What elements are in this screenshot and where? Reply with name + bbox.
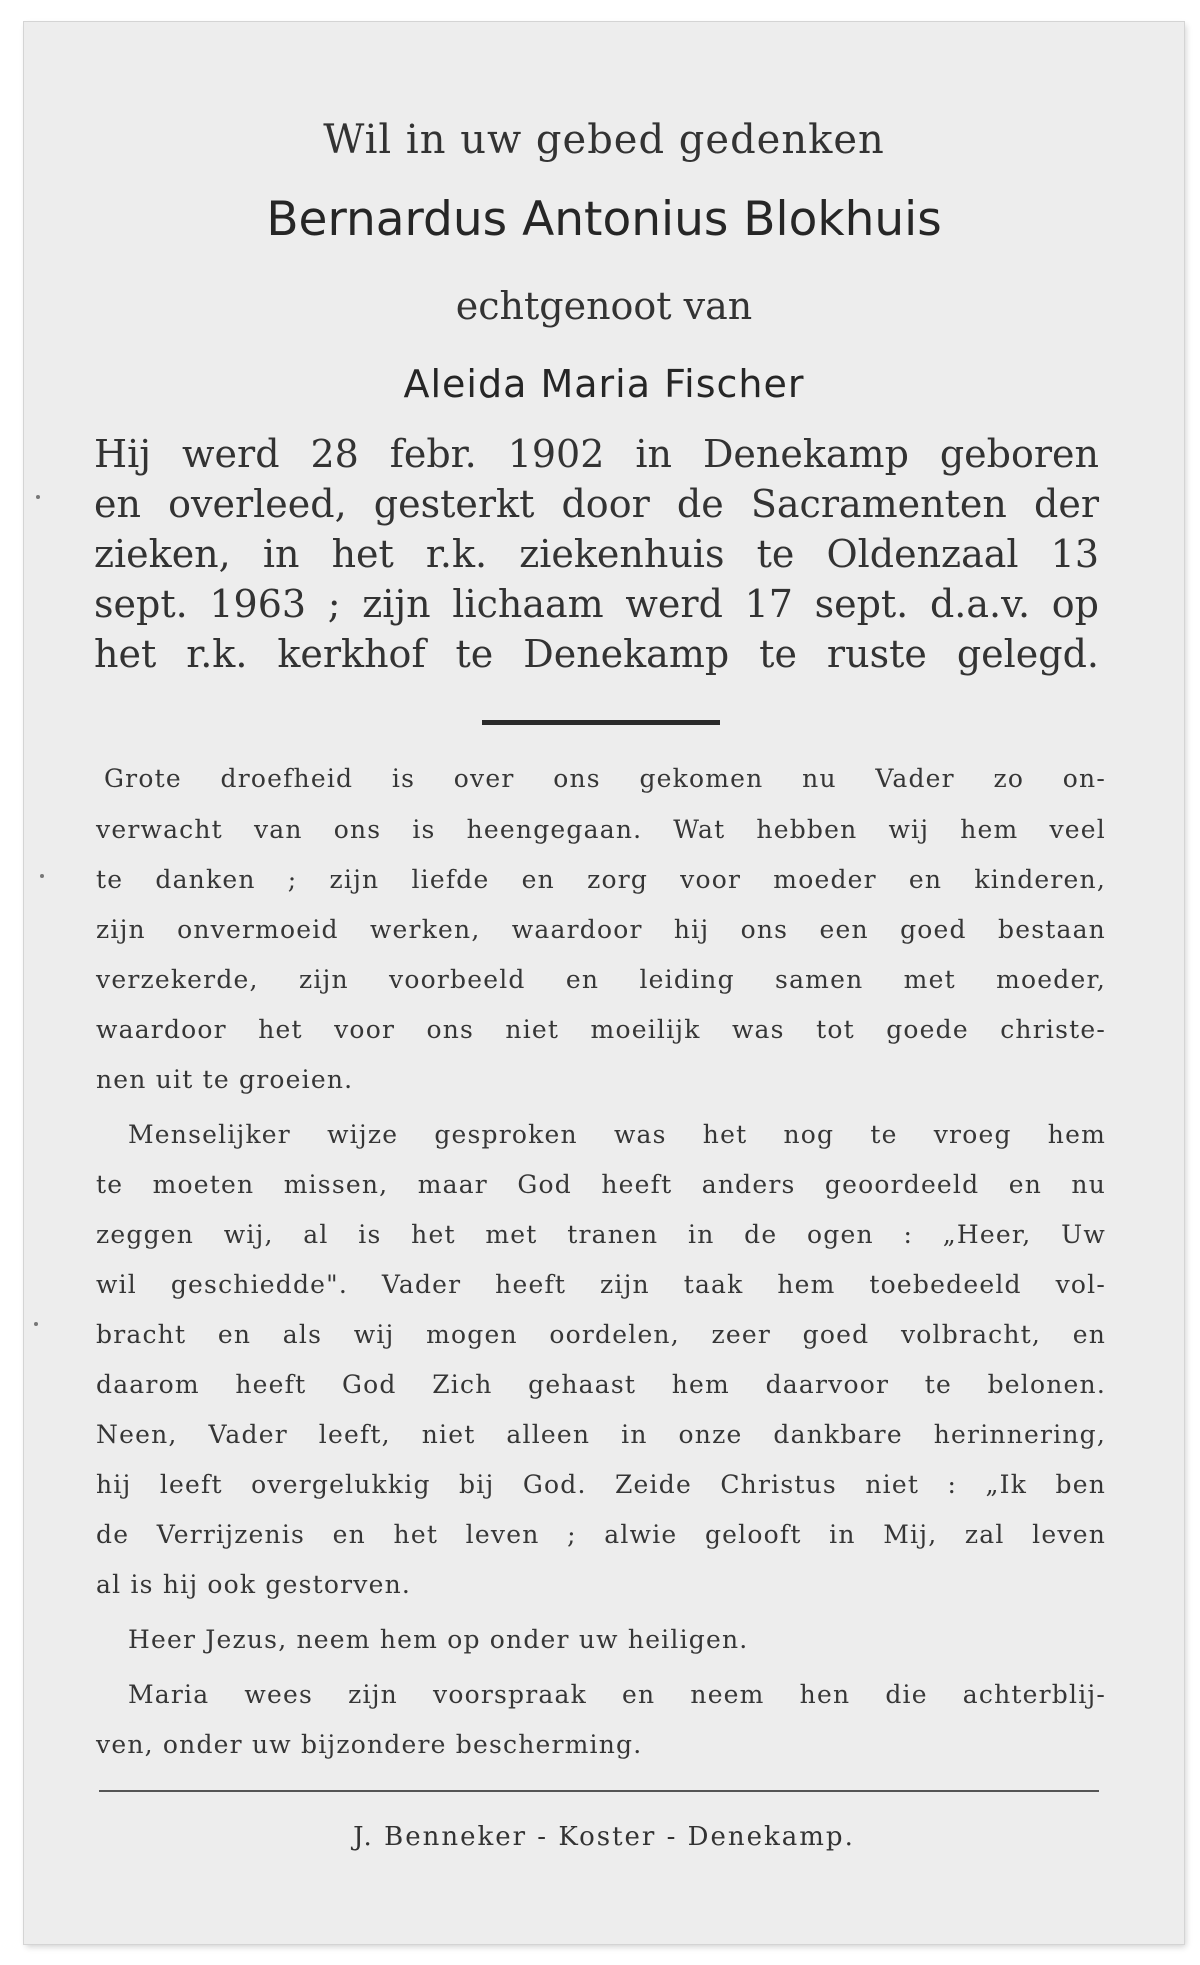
paper-speck <box>40 874 44 878</box>
text-line: te danken ; zijn liefde en zorg voor moeder en kinderen, <box>96 865 1106 894</box>
text-line: Maria wees zijn voorspraak en neem hen die achterblij- <box>128 1680 1106 1709</box>
text-line: waardoor het voor ons niet moeilijk was tot goede christe- <box>96 1015 1106 1044</box>
divider-short <box>482 720 720 725</box>
text-line: Grote droefheid is over ons gekomen nu Vader zo on- <box>104 764 1106 793</box>
bio-line: sept. 1963 ; zijn lichaam werd 17 sept. d.a.v. op <box>94 582 1099 626</box>
divider-long <box>99 1790 1099 1792</box>
text-line: ven, onder uw bijzondere bescherming. <box>96 1730 643 1759</box>
text-line: zeggen wij, al is het met tranen in de ogen : „Heer, Uw <box>96 1220 1106 1249</box>
text-line: wil geschiedde". Vader heeft zijn taak hem toebedeeld vol- <box>96 1270 1106 1299</box>
bio-line: en overleed, gesterkt door de Sacramenten der <box>94 482 1099 526</box>
text-line: hij leeft overgelukkig bij God. Zeide Christus niet : „Ik ben <box>96 1470 1106 1499</box>
memorial-card <box>24 22 1184 1944</box>
text-line: Menselijker wijze gesproken was het nog te vroeg hem <box>128 1120 1106 1149</box>
printer-credit: J. Benneker - Koster - Denekamp. <box>353 1822 855 1852</box>
text-line: daarom heeft God Zich gehaast hem daarvoor te belonen. <box>96 1370 1106 1399</box>
text-line: Neen, Vader leeft, niet alleen in onze dankbare herinnering, <box>96 1420 1106 1449</box>
deceased-name: Bernardus Antonius Blokhuis <box>266 192 942 247</box>
bio-line: zieken, in het r.k. ziekenhuis te Oldenzaal 13 <box>94 532 1099 576</box>
intro-line: Wil in uw gebed gedenken <box>323 117 885 163</box>
spouse-name: Aleida Maria Fischer <box>403 362 805 406</box>
bio-line: het r.k. kerkhof te Denekamp te ruste gelegd. <box>94 632 1099 676</box>
text-line: te moeten missen, maar God heeft anders geoordeeld en nu <box>96 1170 1106 1199</box>
paper-speck <box>34 1322 38 1326</box>
bio-line: Hij werd 28 febr. 1902 in Denekamp geboren <box>94 432 1099 476</box>
paper-speck <box>36 495 40 499</box>
text-line: nen uit te groeien. <box>96 1065 354 1094</box>
text-line: al is hij ook gestorven. <box>96 1570 412 1599</box>
text-line: verzekerde, zijn voorbeeld en leiding samen met moeder, <box>96 965 1106 994</box>
spouse-label: echtgenoot van <box>455 284 753 328</box>
text-line: zijn onvermoeid werken, waardoor hij ons een goed bestaan <box>96 915 1106 944</box>
text-line: bracht en als wij mogen oordelen, zeer goed volbracht, en <box>96 1320 1106 1349</box>
text-line: Heer Jezus, neem hem op onder uw heiligen. <box>128 1625 749 1654</box>
text-line: de Verrijzenis en het leven ; alwie gelooft in Mij, zal leven <box>96 1520 1106 1549</box>
text-line: verwacht van ons is heengegaan. Wat hebben wij hem veel <box>96 815 1106 844</box>
